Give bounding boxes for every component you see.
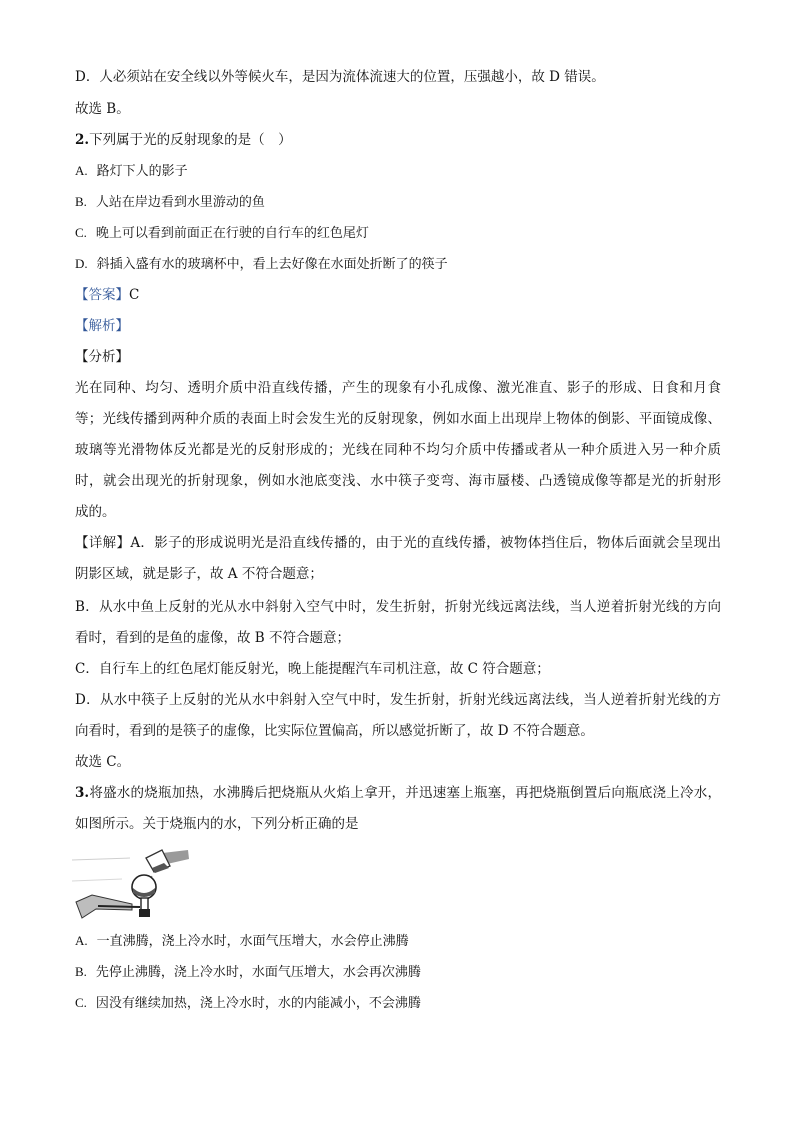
prev-select: 故选 B。 <box>75 101 130 117</box>
fenxi-line: 光在同种、均匀、透明介质中沿直线传播，产生的现象有小孔成像、激光准直、影子的形成、日食和月食 <box>75 380 721 396</box>
detail-first-line <box>75 534 721 552</box>
detail-line: 阴影区域，就是影子，故 A 不符合题意； <box>75 566 323 582</box>
q3-option-text: 因没有继续加热，浇上冷水时，水的内能减小，不会沸腾 <box>95 996 421 1011</box>
q2-option-letter: B. <box>75 194 87 209</box>
detail-line: 看时，看到的是鱼的虚像，故 B 不符合题意； <box>75 630 351 646</box>
fenxi-line: 等；光线传播到两种介质的表面上时会发生光的反射现象，例如水面上出现岸上物体的倒影、平面镜成像、 <box>75 411 721 427</box>
q2-number: 2. <box>75 132 90 148</box>
detail-label: 【详解】 <box>75 535 131 551</box>
background-streak <box>72 879 122 881</box>
q2-option-text: 斜插入盛有水的玻璃杯中，看上去好像在水面处折断了的筷子 <box>96 257 448 272</box>
fenxi-line: 时，就会出现光的折射现象，例如水池底变浅、水中筷子变弯、海市蜃楼、凸透镜成像等都是光的折射形 <box>75 473 721 489</box>
fenxi-line: 成的。 <box>75 504 116 520</box>
q2-option-d <box>75 255 448 274</box>
holder-rod <box>98 906 140 907</box>
answer-label: 【答案】 <box>75 287 129 303</box>
flask-experiment-illustration <box>72 846 192 921</box>
q2-fenxi-label: 【分析】 <box>75 349 129 365</box>
q3-stem-line2: 如图所示。关于烧瓶内的水，下列分析正确的是 <box>75 816 359 832</box>
q2-option-text: 路灯下人的影子 <box>96 164 188 179</box>
q3-stem-line1 <box>75 784 721 802</box>
q2-option-a <box>75 162 188 181</box>
q3-option-b <box>75 963 421 982</box>
detail-line: D．从水中筷子上反射的光从水中斜射入空气中时，发生折射，折射光线远离法线，当人逆着折射光线的方 <box>75 692 721 708</box>
analysis-label: 【解析】 <box>75 318 129 334</box>
q2-analysis-label <box>75 317 129 335</box>
q2-option-c <box>75 224 369 243</box>
fenxi-line: 玻璃等光滑物体反光都是光的反射形成的；光线在同种不均匀介质中传播或者从一种介质进入另一种介质 <box>75 442 721 458</box>
detail-line: C．自行车上的红色尾灯能反射光，晚上能提醒汽车司机注意，故 C 符合题意； <box>75 661 550 677</box>
answer-value: C <box>129 287 140 303</box>
q3-option-letter: B. <box>75 964 87 979</box>
q3-option-letter: C. <box>75 995 87 1010</box>
q2-option-letter: C. <box>75 225 87 240</box>
q2-option-text: 人站在岸边看到水里游动的鱼 <box>95 195 265 210</box>
q2-select: 故选 C。 <box>75 754 131 770</box>
stopper-icon <box>139 909 150 917</box>
q3-stem-text: 将盛水的烧瓶加热，水沸腾后把烧瓶从火焰上拿开，并迅速塞上瓶塞，再把烧瓶倒置后向瓶底浇上冷水， <box>89 785 721 801</box>
detail-line: 向看时，看到的是筷子的虚像，比实际位置偏高，所以感觉折断了，故 D 不符合题意。 <box>75 723 594 739</box>
q2-stem <box>75 131 292 149</box>
q3-option-text: 先停止沸腾，浇上冷水时，水面气压增大，水会再次沸腾 <box>95 965 421 980</box>
background-streak <box>72 858 130 860</box>
q3-option-a <box>75 932 409 951</box>
detail-line: B．从水中鱼上反射的光从水中斜射入空气中时，发生折射，折射光线远离法线，当人逆着折射光线的方向 <box>75 599 721 615</box>
q2-answer <box>75 286 139 304</box>
q3-option-text: 一直沸腾，浇上冷水时，水面气压增大，水会停止沸腾 <box>96 934 409 949</box>
q2-option-letter: D. <box>75 256 88 271</box>
detail-first-text: A．影子的形成说明光是沿直线传播的，由于光的直线传播，被物体挡住后，物体后面就会呈现出 <box>130 535 721 551</box>
q3-option-c <box>75 994 421 1013</box>
q2-option-b <box>75 193 265 212</box>
q2-option-text: 晚上可以看到前面正在行驶的自行车的红色尾灯 <box>95 226 369 241</box>
q2-stem-text: 下列属于光的反射现象的是（ ） <box>89 132 292 148</box>
prev-option-d: D．人必须站在安全线以外等候火车，是因为流体流速大的位置，压强越小，故 D 错误。 <box>75 69 605 85</box>
q3-number: 3. <box>75 785 90 801</box>
q3-option-letter: A. <box>75 933 88 948</box>
q2-option-letter: A. <box>75 163 88 178</box>
